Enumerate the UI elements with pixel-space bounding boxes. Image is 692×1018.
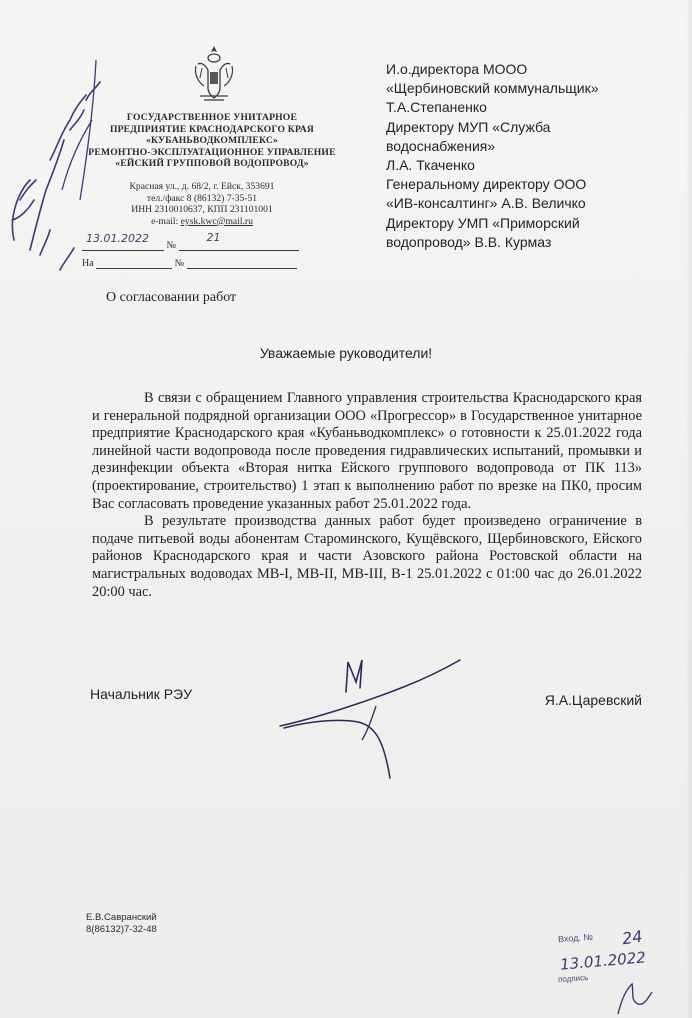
letter-subject: О согласовании работ	[106, 290, 237, 305]
stamp-sign-label: подпись	[557, 972, 589, 985]
addressee-line: водопровод» В.В. Курмаз	[386, 233, 552, 250]
handwritten-number: 21	[206, 231, 221, 244]
executor-phone: 8(86132)7-32-48	[86, 924, 157, 935]
addressee-line: водоснабжения»	[386, 137, 496, 154]
org-inn: ИНН 2310010637, КПП 231101001	[131, 204, 273, 216]
org-line: «КУБАНЬВОДКОМПЛЕКС»	[145, 135, 279, 146]
org-line: «ЕЙСКИЙ ГРУППОВОЙ ВОДОПРОВОД»	[115, 158, 309, 169]
addressee-line: Генеральному директору ООО	[386, 176, 587, 193]
handwritten-signature	[276, 652, 476, 782]
registration-date-line	[82, 231, 299, 251]
addressee-line: Директору УМП «Приморский	[386, 214, 580, 231]
coat-of-arms-emblem	[192, 44, 236, 106]
na-label: На	[82, 258, 94, 269]
email-label: e-mail:	[151, 215, 179, 227]
letter-body	[92, 390, 642, 601]
na-number-underline	[187, 256, 297, 269]
stamp-date: 13.01.2022	[559, 948, 647, 974]
executor-name: Е.В.Савранский	[86, 912, 157, 923]
addressee-line: Л.А. Ткаченко	[386, 157, 475, 174]
page-edge-shadow	[686, 0, 692, 1018]
registration-reply-line	[82, 256, 297, 269]
organization-contacts	[102, 181, 302, 227]
org-email-line	[102, 216, 302, 228]
addressee-line: «Щербиновский коммунальщик»	[386, 80, 599, 97]
stamp-initials	[608, 978, 658, 1018]
stamp-label: Вход. №	[557, 931, 594, 945]
org-line: ПРЕДПРИЯТИЕ КРАСНОДАРСКОГО КРАЯ	[109, 123, 315, 135]
number-underline	[179, 231, 299, 251]
org-phone: тел./факс 8 (86132) 7-35-51	[146, 192, 258, 204]
handwritten-date: 13.01.2022	[86, 232, 149, 245]
addressee-line: И.о.директора МООО	[386, 61, 528, 77]
addressee-block	[386, 60, 646, 252]
organization-header	[62, 112, 362, 170]
signatory-name: Я.А.Царевский	[544, 692, 642, 708]
body-paragraph-2: В результате производства данных работ будет произведено ограничение в подаче питьевой воды абонентам Староминского, Кущёвского, Щербиновского, Ейского районов Краснодарского края и части Азовского района Ростовской области на магистральных водоводах МВ-I, МВ-II, МВ-III, В-1 25.01.2022 с 01:00 час до 26.01.2022 20:00 час.	[92, 513, 642, 600]
org-address: Красная ул., д. 68/2, г. Ейск, 353691	[129, 181, 275, 192]
body-paragraph-1: В связи с обращением Главного управления строительства Краснодарского края и генеральной подрядной организации ООО «Прогрессор» в Государственное унитарное предприятие Краснодарского края «Кубаньводкомплекс» о готовности к 25.01.2022 года линейной части водопровода после проведения гидравлических испытаний, промывки и дезинфекции объекта «Вторая нитка Ейского группового водопровода от ПК 113» (проектирование, строительство) 1 этап к выполнению работ по врезке на ПК0, просим Вас согласовать проведение указанных работ 25.01.2022 года.	[92, 390, 642, 512]
incoming-registration-stamp	[548, 928, 668, 1018]
org-email-link[interactable]: eysk.kwc@mail.ru	[180, 215, 253, 227]
stamp-number: 24	[620, 926, 644, 949]
executor-block	[86, 912, 157, 936]
na-number-label: №	[174, 258, 185, 269]
org-line: ГОСУДАРСТВЕННОЕ УНИТАРНОЕ	[126, 112, 298, 123]
org-line: РЕМОНТНО-ЭКСПЛУАТАЦИОННОЕ УПРАВЛЕНИЕ	[88, 146, 336, 158]
addressee-line: Т.А.Степаненко	[386, 99, 487, 116]
na-underline	[96, 256, 172, 269]
letter-greeting: Уважаемые руководители!	[259, 345, 433, 361]
addressee-line: Директору МУП «Служба	[386, 118, 551, 135]
date-underline	[82, 232, 164, 251]
signatory-position: Начальник РЭУ	[90, 686, 192, 702]
addressee-line: «ИВ-консалтинг» А.В. Величко	[386, 195, 586, 212]
number-label: №	[166, 240, 177, 251]
